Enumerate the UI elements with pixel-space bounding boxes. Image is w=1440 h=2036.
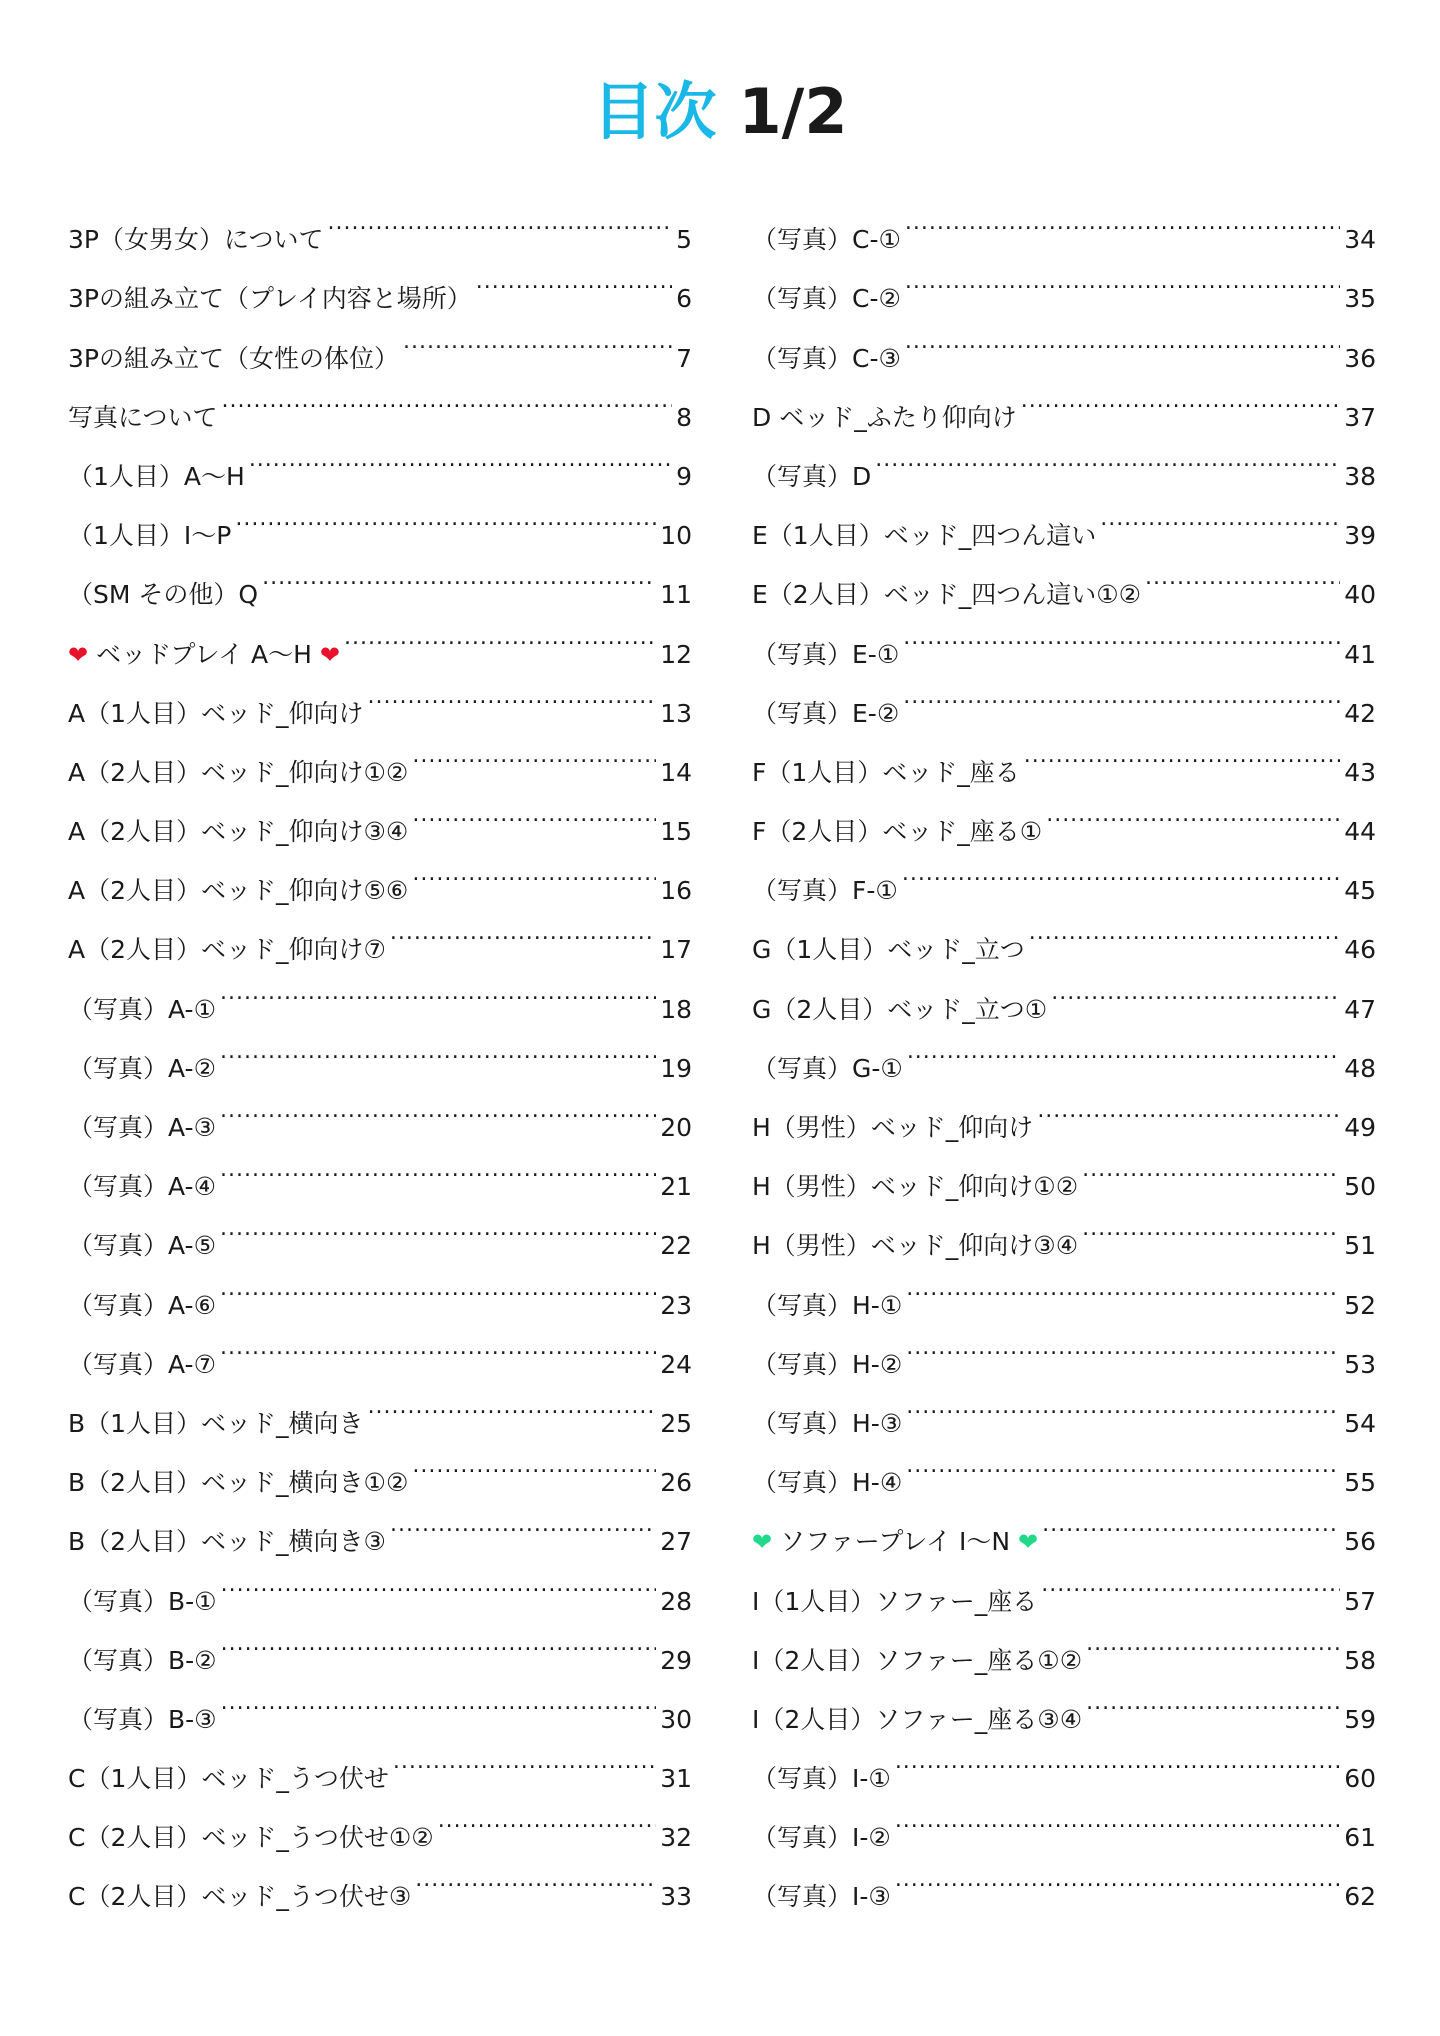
toc-entry[interactable] bbox=[68, 189, 692, 255]
heart-icon: ❤ bbox=[68, 640, 89, 669]
toc-page-number: 57 bbox=[1344, 1586, 1376, 1616]
toc-entry-label bbox=[68, 861, 408, 920]
dot-leader bbox=[1145, 544, 1340, 603]
toc-page-number: 9 bbox=[676, 461, 692, 491]
toc-page-number: 6 bbox=[676, 284, 692, 314]
toc-page-number: 12 bbox=[660, 639, 692, 669]
dot-leader bbox=[906, 1254, 1340, 1313]
toc-entry-text: （写真）A-① bbox=[68, 994, 216, 1024]
toc-page-number: 62 bbox=[1344, 1882, 1376, 1912]
toc-page-number: 47 bbox=[1344, 994, 1376, 1024]
toc-entry-label bbox=[68, 1690, 217, 1749]
toc-entry-label bbox=[752, 1394, 902, 1453]
toc-entry-label bbox=[752, 684, 899, 743]
dot-leader bbox=[1046, 781, 1340, 840]
toc-entry-text: B（2人目）ベッド_横向き①② bbox=[68, 1468, 409, 1498]
dot-leader bbox=[403, 307, 672, 366]
page-title bbox=[0, 72, 1440, 152]
toc-entry-text: （写真）A-④ bbox=[68, 1172, 216, 1202]
toc-page-number: 5 bbox=[676, 225, 692, 255]
toc-entry-text: （写真）A-② bbox=[68, 1053, 216, 1083]
toc-entry-label bbox=[68, 980, 216, 1039]
toc-page-number: 10 bbox=[660, 521, 692, 551]
toc-entry-label bbox=[68, 1394, 364, 1453]
toc-entry-text: H（男性）ベッド_仰向け bbox=[752, 1113, 1034, 1142]
toc-entry-label bbox=[752, 1512, 1038, 1572]
toc-entry-label bbox=[68, 625, 340, 685]
toc-entry-text: （写真）C-③ bbox=[752, 343, 901, 373]
toc-entry-text: B（1人目）ベッド_横向き bbox=[68, 1408, 364, 1438]
toc-page-number: 19 bbox=[660, 1053, 692, 1083]
toc-entry-label bbox=[752, 920, 1025, 979]
dot-leader bbox=[903, 663, 1340, 722]
dot-leader bbox=[412, 840, 656, 899]
dot-leader bbox=[262, 544, 656, 603]
dot-leader bbox=[905, 248, 1340, 307]
toc-entry-text: A（2人目）ベッド_仰向け⑦ bbox=[68, 935, 386, 965]
toc-page-number: 55 bbox=[1344, 1468, 1376, 1498]
dot-leader bbox=[875, 426, 1340, 485]
toc-page-number: 52 bbox=[1344, 1290, 1376, 1320]
toc-entry-text: F（1人目）ベッド_座る bbox=[752, 757, 1020, 787]
toc-entry-text: I（2人目）ソファー_座る③④ bbox=[752, 1704, 1083, 1734]
toc-entry-text: （写真）I-③ bbox=[752, 1882, 891, 1912]
toc-entry-text: C（2人目）ベッド_うつ伏せ①② bbox=[68, 1823, 434, 1853]
toc-page-number: 45 bbox=[1344, 876, 1376, 906]
toc-entry-text: （写真）E-② bbox=[752, 698, 900, 728]
title-page-indicator: 1/2 bbox=[738, 75, 848, 148]
toc-page-number: 34 bbox=[1344, 225, 1376, 255]
toc-entry-text: G（2人目）ベッド_立つ① bbox=[752, 994, 1048, 1024]
toc-entry-text: I（1人目）ソファー_座る bbox=[752, 1586, 1038, 1616]
dot-leader bbox=[220, 1195, 656, 1254]
toc-entry-text: ベッドプレイ A～H bbox=[96, 639, 312, 669]
dot-leader bbox=[1024, 722, 1340, 781]
dot-leader bbox=[368, 1373, 657, 1432]
toc-page-number: 40 bbox=[1344, 580, 1376, 610]
toc-entry-label bbox=[752, 1039, 903, 1098]
toc-entry-label bbox=[68, 684, 364, 743]
toc-left-column bbox=[68, 189, 692, 1912]
toc-page-number: 8 bbox=[676, 402, 692, 432]
dot-leader bbox=[220, 958, 656, 1017]
toc-page-number: 46 bbox=[1344, 935, 1376, 965]
dot-leader bbox=[1029, 899, 1340, 958]
toc-page-number: 49 bbox=[1344, 1113, 1376, 1142]
toc-page-number: 23 bbox=[660, 1290, 692, 1320]
toc-page-number: 48 bbox=[1344, 1053, 1376, 1083]
toc-entry-label bbox=[752, 506, 1096, 565]
toc-entry-label bbox=[752, 743, 1020, 802]
toc-page-number: 37 bbox=[1344, 402, 1376, 432]
toc-entry-label bbox=[752, 861, 898, 920]
toc-entry-text: （写真）A-③ bbox=[68, 1113, 216, 1142]
toc-entry-text: A（2人目）ベッド_仰向け③④ bbox=[68, 817, 409, 847]
toc-entry-label bbox=[752, 1276, 902, 1335]
toc-entry-text: （写真）H-④ bbox=[752, 1468, 903, 1498]
dot-leader bbox=[344, 603, 656, 662]
toc-entry-text: （写真）I-① bbox=[752, 1764, 891, 1794]
toc-entry-label bbox=[68, 1039, 216, 1098]
toc-entry-text: I（2人目）ソファー_座る①② bbox=[752, 1645, 1083, 1675]
toc-page-number: 60 bbox=[1344, 1764, 1376, 1794]
toc-page-number: 24 bbox=[660, 1349, 692, 1379]
toc-entry-text: D ベッド_ふたり仰向け bbox=[752, 402, 1017, 432]
toc-entry-text: E（2人目）ベッド_四つん這い①② bbox=[752, 580, 1142, 610]
toc-entry-label bbox=[68, 1808, 434, 1867]
heart-icon: ❤ bbox=[1018, 1528, 1039, 1557]
toc-entry-label bbox=[752, 1808, 891, 1867]
toc-entry-label bbox=[68, 1867, 411, 1926]
dot-leader bbox=[235, 485, 656, 544]
dot-leader bbox=[476, 248, 672, 307]
dot-leader bbox=[906, 1432, 1340, 1491]
toc-entry-text: 3Pの組み立て（女性の体位） bbox=[68, 343, 399, 373]
toc-entry-label bbox=[752, 1572, 1037, 1631]
dot-leader bbox=[220, 1077, 656, 1136]
dot-leader bbox=[895, 1728, 1340, 1787]
toc-page-number: 33 bbox=[660, 1882, 692, 1912]
toc-entry-label bbox=[68, 1157, 216, 1216]
dot-leader bbox=[221, 1610, 657, 1669]
toc-entry-text: E（1人目）ベッド_四つん這い bbox=[752, 521, 1097, 551]
dot-leader bbox=[412, 722, 656, 781]
dot-leader bbox=[412, 1432, 656, 1491]
toc-entry-label bbox=[752, 625, 899, 684]
toc-entry-text: ソファープレイ I～N bbox=[780, 1527, 1011, 1557]
toc-entry-text: （写真）D bbox=[752, 461, 872, 491]
dot-leader bbox=[905, 189, 1340, 248]
toc-page-number: 54 bbox=[1344, 1408, 1376, 1438]
toc-page-number: 39 bbox=[1344, 521, 1376, 551]
toc-entry-label bbox=[752, 269, 901, 328]
dot-leader bbox=[415, 1846, 656, 1905]
toc-entry-text: （写真）H-③ bbox=[752, 1408, 903, 1438]
toc-entry-text: （写真）A-⑥ bbox=[68, 1290, 216, 1320]
dot-leader bbox=[412, 781, 656, 840]
toc-page-number: 11 bbox=[660, 580, 692, 610]
dot-leader bbox=[895, 1787, 1340, 1846]
toc-page-number: 18 bbox=[660, 994, 692, 1024]
dot-leader bbox=[222, 367, 673, 426]
dot-leader bbox=[221, 1550, 657, 1609]
dot-leader bbox=[1086, 1669, 1340, 1728]
dot-leader bbox=[220, 1314, 656, 1373]
toc-entry-label bbox=[68, 1453, 408, 1512]
dot-leader bbox=[220, 1136, 656, 1195]
toc-entry-label bbox=[752, 1631, 1082, 1690]
toc-entry-label bbox=[68, 506, 231, 565]
toc-entry-text: 3Pの組み立て（プレイ内容と場所） bbox=[68, 284, 472, 314]
dot-leader bbox=[1021, 367, 1340, 426]
toc-entry-text: （1人目）I～P bbox=[68, 521, 232, 551]
dot-leader bbox=[1082, 1136, 1340, 1195]
toc-page-number: 53 bbox=[1344, 1349, 1376, 1379]
toc-entry-text: （写真）H-① bbox=[752, 1290, 903, 1320]
toc-page-number: 26 bbox=[660, 1468, 692, 1498]
toc-entry-text: A（1人目）ベッド_仰向け bbox=[68, 698, 364, 728]
dot-leader bbox=[1051, 958, 1340, 1017]
toc-entry-label bbox=[68, 388, 218, 447]
toc-page-number: 51 bbox=[1344, 1231, 1376, 1261]
toc-entry-label bbox=[68, 1335, 216, 1394]
dot-leader bbox=[438, 1787, 657, 1846]
toc-entry-label bbox=[752, 1867, 891, 1926]
toc-page-number: 58 bbox=[1344, 1645, 1376, 1675]
toc-page-number: 25 bbox=[660, 1408, 692, 1438]
toc-entry-text: F（2人目）ベッド_座る① bbox=[752, 817, 1043, 847]
toc-entry-text: C（2人目）ベッド_うつ伏せ③ bbox=[68, 1882, 412, 1912]
title-main: 目次 bbox=[592, 75, 717, 148]
toc-entry-label bbox=[752, 1749, 891, 1808]
toc-entry-label bbox=[752, 447, 871, 506]
toc-page-number: 50 bbox=[1344, 1172, 1376, 1202]
toc-page-number: 61 bbox=[1344, 1823, 1376, 1853]
toc-page-number: 13 bbox=[660, 698, 692, 728]
toc-page-number: 38 bbox=[1344, 461, 1376, 491]
dot-leader bbox=[327, 189, 672, 248]
toc-page-number: 17 bbox=[660, 935, 692, 965]
toc-page-number: 27 bbox=[660, 1527, 692, 1557]
toc-entry-text: （写真）C-① bbox=[752, 225, 901, 255]
toc-entry-text: H（男性）ベッド_仰向け③④ bbox=[752, 1231, 1079, 1261]
dot-leader bbox=[249, 426, 672, 485]
dot-leader bbox=[1042, 1491, 1340, 1550]
toc-entry-text: （SM その他）Q bbox=[68, 580, 259, 610]
toc-page-number: 14 bbox=[660, 757, 692, 787]
dot-leader bbox=[390, 1491, 656, 1550]
toc-entry[interactable] bbox=[752, 189, 1376, 255]
toc-entry-text: A（2人目）ベッド_仰向け⑤⑥ bbox=[68, 876, 409, 906]
toc-page-number: 15 bbox=[660, 817, 692, 847]
toc-entry-text: G（1人目）ベッド_立つ bbox=[752, 935, 1025, 965]
toc-entry-label bbox=[68, 565, 258, 624]
toc-page-number: 16 bbox=[660, 876, 692, 906]
toc-page-number: 41 bbox=[1344, 639, 1376, 669]
dot-leader bbox=[907, 1018, 1340, 1077]
dot-leader bbox=[220, 1254, 656, 1313]
toc-entry-label bbox=[68, 447, 245, 506]
toc-page-number: 44 bbox=[1344, 817, 1376, 847]
toc-entry-text: 写真について bbox=[68, 402, 218, 432]
toc-entry-label bbox=[68, 1216, 216, 1275]
toc-entry-text: （写真）F-① bbox=[752, 876, 898, 906]
dot-leader bbox=[393, 1728, 656, 1787]
toc-page-number: 42 bbox=[1344, 698, 1376, 728]
dot-leader bbox=[906, 1314, 1340, 1373]
toc-entry-text: H（男性）ベッド_仰向け①② bbox=[752, 1172, 1079, 1202]
toc-page-number: 22 bbox=[660, 1231, 692, 1261]
dot-leader bbox=[895, 1846, 1340, 1905]
dot-leader bbox=[905, 307, 1340, 366]
toc-page-number: 29 bbox=[660, 1645, 692, 1675]
toc-entry-text: （写真）B-① bbox=[68, 1586, 217, 1616]
toc-page-number: 20 bbox=[660, 1113, 692, 1142]
toc-entry-text: （1人目）A～H bbox=[68, 461, 245, 491]
dot-leader bbox=[1086, 1610, 1340, 1669]
heart-icon: ❤ bbox=[752, 1528, 773, 1557]
toc-entry-text: （写真）A-⑦ bbox=[68, 1349, 216, 1379]
dot-leader bbox=[906, 1373, 1340, 1432]
toc-entry-label bbox=[68, 1749, 389, 1808]
toc-entry-text: （写真）B-③ bbox=[68, 1704, 217, 1734]
toc-right-column bbox=[752, 189, 1376, 1912]
toc-entry-label bbox=[752, 1453, 902, 1512]
toc-entry-label bbox=[752, 1098, 1033, 1157]
toc-entry-text: C（1人目）ベッド_うつ伏せ bbox=[68, 1764, 389, 1794]
dot-leader bbox=[1100, 485, 1340, 544]
toc-entry-label bbox=[752, 329, 901, 388]
dot-leader bbox=[902, 840, 1340, 899]
toc-entry-label bbox=[68, 1631, 217, 1690]
toc-entry-text: （写真）G-① bbox=[752, 1053, 903, 1083]
heart-icon: ❤ bbox=[319, 640, 340, 669]
toc-entry-label bbox=[752, 210, 901, 269]
dot-leader bbox=[1037, 1077, 1340, 1136]
toc-page-number: 59 bbox=[1344, 1704, 1376, 1734]
dot-leader bbox=[390, 899, 656, 958]
toc-page-number: 35 bbox=[1344, 284, 1376, 314]
dot-leader bbox=[1082, 1195, 1340, 1254]
toc-page-number: 36 bbox=[1344, 343, 1376, 373]
toc-page-number: 21 bbox=[660, 1172, 692, 1202]
toc-entry-label bbox=[68, 743, 408, 802]
toc-page-number: 31 bbox=[660, 1764, 692, 1794]
toc-entry-text: （写真）B-② bbox=[68, 1645, 217, 1675]
toc-entry-label bbox=[68, 1276, 216, 1335]
dot-leader bbox=[221, 1669, 657, 1728]
toc-page-number: 7 bbox=[676, 343, 692, 373]
toc-entry-text: （写真）A-⑤ bbox=[68, 1231, 216, 1261]
toc-page-number: 56 bbox=[1344, 1527, 1376, 1557]
dot-leader bbox=[1041, 1550, 1340, 1609]
toc-entry-text: （写真）H-② bbox=[752, 1349, 903, 1379]
toc-page-number: 30 bbox=[660, 1704, 692, 1734]
toc-entry-label bbox=[68, 1572, 217, 1631]
toc-entry-label bbox=[68, 1098, 216, 1157]
toc-entry-text: （写真）I-② bbox=[752, 1823, 891, 1853]
toc-page-number: 32 bbox=[660, 1823, 692, 1853]
dot-leader bbox=[368, 663, 657, 722]
toc-entry-label bbox=[752, 1157, 1078, 1216]
toc-entry-label bbox=[68, 802, 408, 861]
toc-entry-label bbox=[752, 1335, 902, 1394]
dot-leader bbox=[220, 1018, 656, 1077]
dot-leader bbox=[903, 603, 1340, 662]
toc-page-number: 43 bbox=[1344, 757, 1376, 787]
toc-entry-text: A（2人目）ベッド_仰向け①② bbox=[68, 757, 409, 787]
toc-entry-text: （写真）C-② bbox=[752, 284, 901, 314]
toc-entry-label bbox=[68, 210, 323, 269]
toc-page-number: 28 bbox=[660, 1586, 692, 1616]
toc-entry-text: （写真）E-① bbox=[752, 639, 900, 669]
toc-entry-text: 3P（女男女）について bbox=[68, 225, 324, 255]
toc-entry-text: B（2人目）ベッド_横向き③ bbox=[68, 1527, 386, 1557]
